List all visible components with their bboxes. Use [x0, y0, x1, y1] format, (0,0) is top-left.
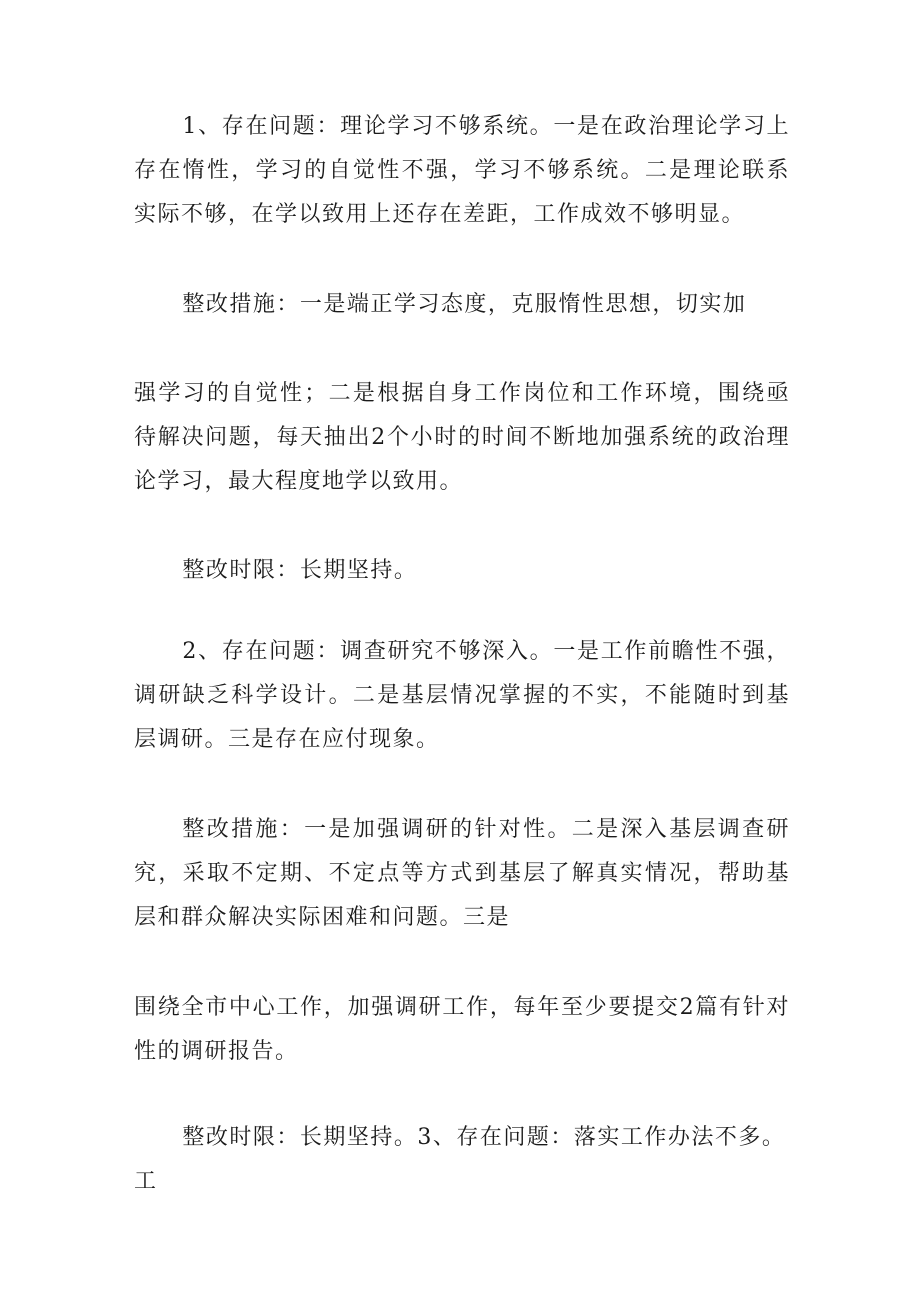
paragraph-deadline-1: 整改时限：长期坚持。 — [182, 558, 418, 583]
paragraph-issue-2: 2、存在问题：调查研究不够深入。一是工作前瞻性不强，调研缺乏科学设计。二是基层情况掌握的不实，不能随时到基层调研。三是存在应付现象。 — [134, 639, 790, 752]
paragraph-measures-1-start: 整改措施：一是端正学习态度，克服惰性思想，切实加 — [182, 292, 747, 317]
paragraph-measures-2-continued: 围绕全市中心工作，加强调研工作，每年至少要提交2篇有针对性的调研报告。 — [134, 995, 790, 1064]
paragraph-measures-2: 整改措施：一是加强调研的针对性。二是深入基层调查研究，采取不定期、不定点等方式到基层了解真实情况，帮助基层和群众解决实际困难和问题。三是 — [134, 817, 790, 930]
paragraph-issue-1: 1、存在问题：理论学习不够系统。一是在政治理论学习上存在惰性，学习的自觉性不强，学习不够系统。二是理论联系实际不够，在学以致用上还存在差距，工作成效不够明显。 — [134, 114, 790, 227]
paragraph-measures-1-continued: 强学习的自觉性；二是根据自身工作岗位和工作环境，围绕亟待解决问题，每天抽出2个小时的时间不断地加强系统的政治理论学习，最大程度地学以致用。 — [134, 381, 790, 494]
paragraph-deadline-2-issue-3: 整改时限：长期坚持。3、存在问题：落实工作办法不多。工 — [134, 1125, 786, 1194]
